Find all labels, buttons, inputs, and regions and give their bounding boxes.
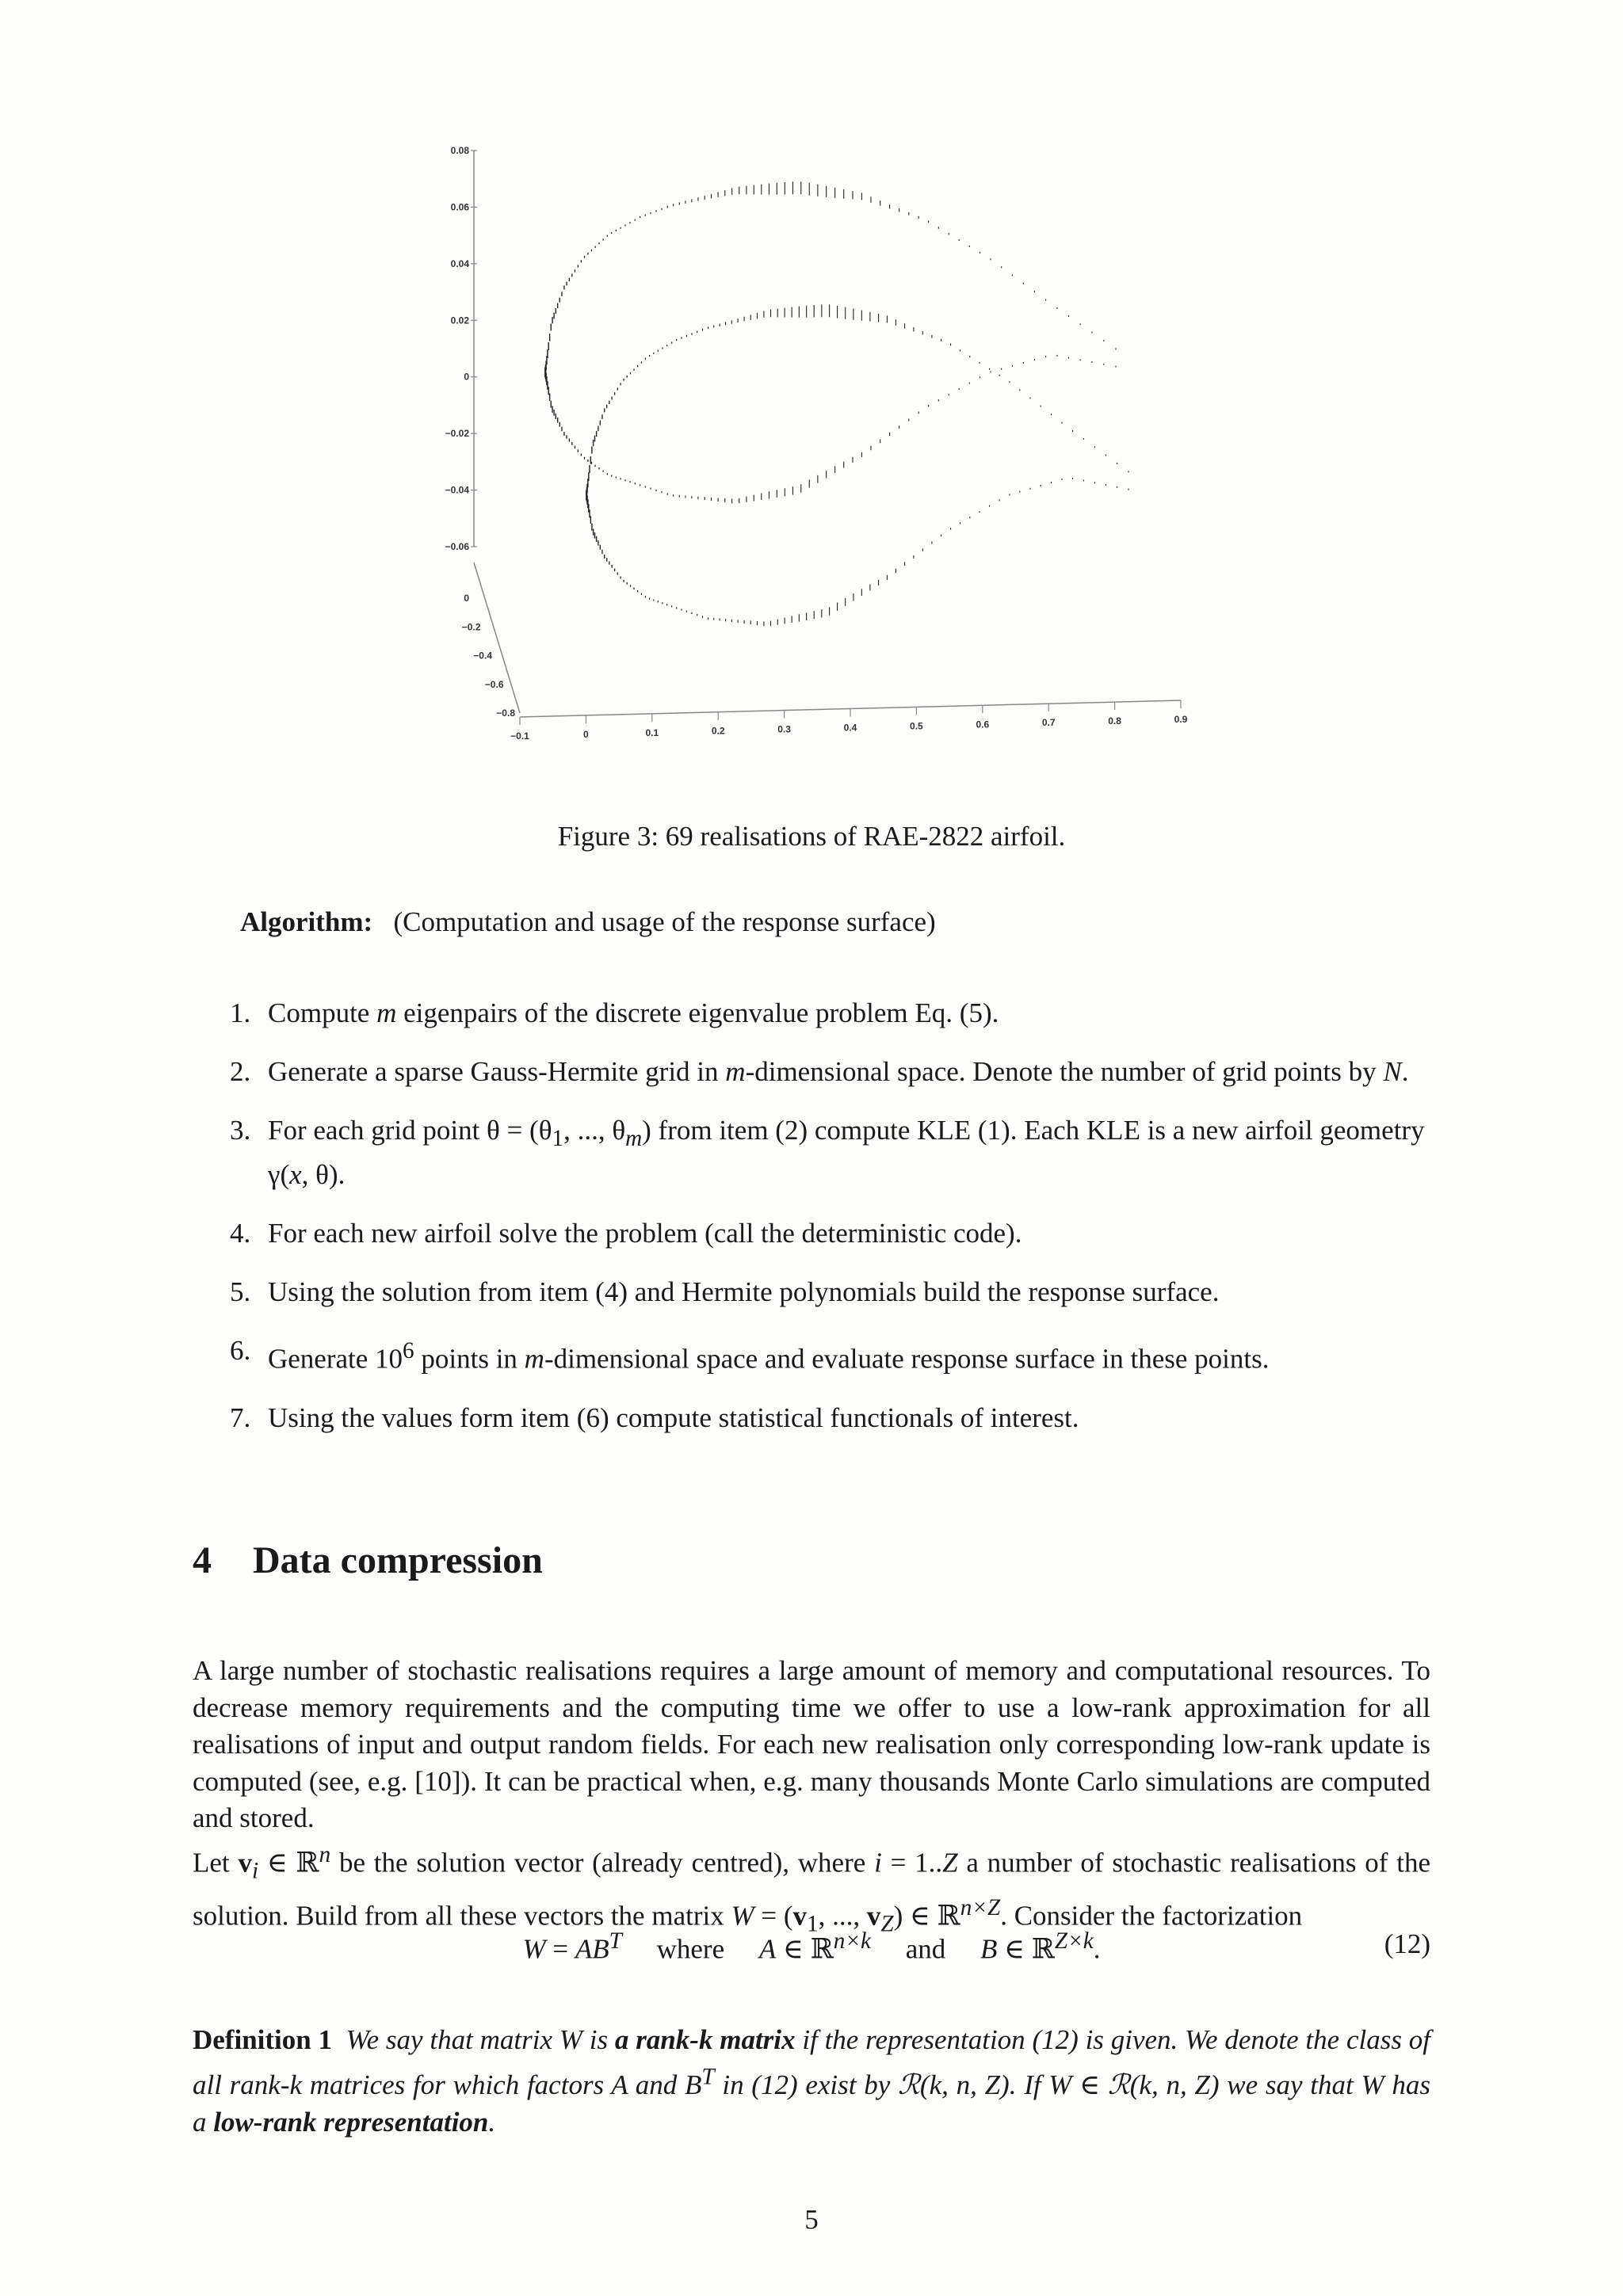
vertical-tick-label: 0 — [464, 371, 469, 383]
x-tick-label: 0.5 — [910, 720, 923, 732]
vertical-tick-label: 0.02 — [450, 315, 469, 326]
airfoil-series — [586, 304, 1128, 500]
x-tick-label: 0.4 — [843, 722, 857, 734]
vertical-tick-label: −0.06 — [445, 541, 469, 552]
step-number: 4. — [230, 1218, 251, 1249]
airfoil-series — [586, 478, 1128, 626]
step-number: 2. — [230, 1056, 251, 1087]
vertical-tick-label: 0.08 — [450, 145, 469, 156]
algorithm-step: 7. Using the values form item (6) compute statistical functionals of interest. — [230, 1400, 1434, 1436]
algorithm-step: 6. Generate $10^6$ points in m-dimensional space and evaluate response surface in these points. — [230, 1333, 1434, 1378]
figure-axes — [471, 151, 1181, 725]
step-number: 1. — [230, 997, 251, 1028]
vertical-tick-label: −0.04 — [445, 484, 469, 496]
equation-body: $W = AB^T$ where A ∈ ℝ$^{n\times k}$ and B ∈ ℝ$^{Z\times k}$. — [522, 1928, 1101, 1965]
x-tick-label: 0 — [583, 728, 589, 740]
airfoil-series — [545, 355, 1116, 503]
definition-label: Definition 1 — [193, 2024, 333, 2055]
step-number: 5. — [230, 1276, 251, 1307]
step-number: 3. — [230, 1115, 251, 1146]
algorithm-label: Algorithm: — [240, 906, 373, 937]
paragraph-intro: A large number of stochastic realisations requires a large amount of memory and computational resources. To decrease memory requirements and the computing time we offer to use a low-rank approximation for all realisations of input and output random fields. For each new realisation only corresponding low-rank update is computed (see, e.g. [10]). It can be practical when, e.g. many thousands Monte Carlo simulations are computed and stored. — [193, 1655, 1430, 1833]
section-heading — [193, 1539, 543, 1582]
equation-12 — [193, 1928, 1430, 1968]
x-tick-label: 0.2 — [711, 725, 725, 737]
x-tick-label: 0.1 — [645, 727, 659, 738]
airfoil-series — [545, 181, 1116, 377]
definition-1: Definition 1 We say that matrix W is a rank-k matrix if the representation (12) is given. We denote the class of all rank-k matrices for which factors A and $B^T$ in (12) exist by ℛ(k, n, Z). If W ∈ ℛ(k, n, Z) we say that W has a low-rank representation. — [193, 2024, 1431, 2138]
figure-curves — [545, 181, 1128, 626]
vertical-tick-label: −0.02 — [445, 428, 469, 440]
x-tick-label: 0.8 — [1108, 715, 1121, 727]
algorithm-step: 1. Compute m eigenpairs of the discrete eigenvalue problem Eq. (5). — [230, 995, 1434, 1032]
figure-tick-labels — [445, 145, 1188, 742]
x-tick-label: 0.6 — [976, 719, 990, 730]
algorithm-step: 2. Generate a sparse Gauss-Hermite grid in m-dimensional space. Denote the number of grid points by N. — [230, 1054, 1434, 1090]
vertical-tick-label: 0.04 — [450, 257, 469, 269]
vertical-tick-label: 0.06 — [450, 201, 469, 213]
step-number: 7. — [230, 1402, 251, 1433]
x-tick-label: 0.9 — [1174, 714, 1188, 725]
airfoil-figure — [0, 0, 1623, 792]
section-number: 4 — [193, 1539, 212, 1581]
x-tick-label: −0.1 — [510, 730, 529, 742]
algorithm-heading — [240, 906, 936, 938]
algorithm-steps — [230, 995, 1434, 1459]
algorithm-title: (Computation and usage of the response surface) — [393, 906, 936, 937]
depth-tick-label: −0.8 — [496, 707, 515, 719]
section-title: Data compression — [253, 1539, 543, 1581]
depth-tick-label: −0.6 — [484, 678, 504, 690]
paragraph-let: Let $v_i$ ∈ ℝ$^n$ be the solution vector (already centred), where i = 1..Z a number of stochastic realisations of the solution. Build from all these vectors the matrix $W = (v_1$, ..., $v_Z$) ∈ ℝ$^{n\times Z}$. Consider the factorization — [193, 1842, 1431, 1937]
depth-tick-label: −0.4 — [473, 650, 492, 662]
x-tick-label: 0.7 — [1041, 717, 1056, 729]
figure-caption: Figure 3: 69 realisations of RAE-2822 airfoil. — [557, 821, 1066, 852]
x-tick-label: 0.3 — [777, 723, 791, 735]
equation-number: (12) — [1384, 1928, 1430, 1959]
step-number: 6. — [230, 1335, 251, 1366]
depth-tick-label: 0 — [464, 593, 469, 604]
algorithm-step: 5. Using the solution from item (4) and Hermite polynomials build the response surface. — [230, 1274, 1434, 1310]
depth-axis-line — [474, 563, 520, 713]
depth-tick-label: −0.2 — [461, 621, 481, 633]
page-number: 5 — [804, 2204, 819, 2235]
algorithm-step: 4. For each new airfoil solve the problem (call the deterministic code). — [230, 1215, 1434, 1252]
algorithm-step: 3. For each grid point $\theta = (\theta_1$, ..., $\theta_m$) from item (2) compute KLE (1). Each KLE is a new airfoil geometry γ(x, θ). — [230, 1112, 1434, 1193]
